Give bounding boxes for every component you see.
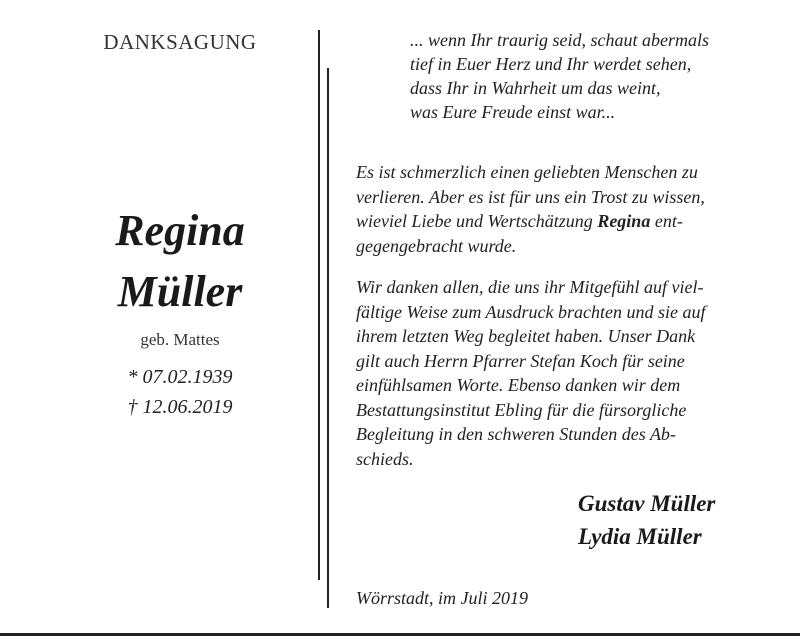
deceased-first-name: Regina bbox=[115, 206, 245, 255]
paragraph-line: fältige Weise zum Ausdruck brachten und sie auf bbox=[356, 301, 706, 322]
divider-line bbox=[318, 30, 320, 580]
divider-line-secondary bbox=[327, 68, 329, 608]
heading: DANKSAGUNG bbox=[103, 30, 257, 54]
paragraph-line: einfühlsamen Worte. Ebenso danken wir dem bbox=[356, 375, 681, 395]
thanks-paragraph-1 bbox=[356, 160, 748, 258]
paragraph-line: gegengebracht wurde. bbox=[356, 235, 517, 256]
paragraph-line: verlieren. Aber es ist für uns ein Trost zu wissen, bbox=[356, 186, 705, 207]
poem-line: ... wenn Ihr traurig seid, schaut abermals bbox=[410, 30, 709, 50]
paragraph-line: Begleitung in den schweren Stunden des Ab- bbox=[356, 424, 676, 444]
paragraph-line bbox=[356, 209, 748, 234]
maiden-name: geb. Mattes bbox=[140, 330, 220, 349]
paragraph-text: wieviel Liebe und Wertschätzung bbox=[356, 211, 598, 231]
paragraph-text: ent- bbox=[650, 211, 683, 231]
paragraph-line: Wir danken allen, die uns ihr Mitgefühl auf viel- bbox=[356, 277, 704, 297]
paragraph-line: Es ist schmerzlich einen geliebten Menschen zu bbox=[356, 162, 698, 182]
poem-line: was Eure Freude einst war... bbox=[410, 102, 616, 122]
birth-date: * 07.02.1939 bbox=[127, 366, 233, 388]
poem bbox=[410, 28, 780, 124]
signer-name: Lydia Müller bbox=[578, 524, 702, 549]
paragraph-line: schieds. bbox=[356, 448, 414, 469]
deceased-name-inline: Regina bbox=[597, 211, 651, 231]
paragraph-line: gilt auch Herrn Pfarrer Stefan Koch für seine bbox=[356, 350, 685, 371]
deceased-last-name: Müller bbox=[117, 267, 243, 316]
place-and-date: Wörrstadt, im Juli 2019 bbox=[356, 588, 529, 608]
poem-line: dass Ihr in Wahrheit um das weint, bbox=[410, 78, 661, 98]
death-date: † 12.06.2019 bbox=[127, 396, 233, 418]
paragraph-line: ihrem letzten Weg begleitet haben. Unser Dank bbox=[356, 326, 696, 346]
poem-line: tief in Euer Herz und Ihr werdet sehen, bbox=[410, 54, 692, 74]
signer-name: Gustav Müller bbox=[578, 491, 716, 516]
thanks-paragraph-2 bbox=[356, 275, 748, 471]
paragraph-line: Bestattungsinstitut Ebling für die fürsorgliche bbox=[356, 399, 687, 420]
left-column bbox=[60, 0, 300, 636]
signers bbox=[578, 487, 715, 553]
